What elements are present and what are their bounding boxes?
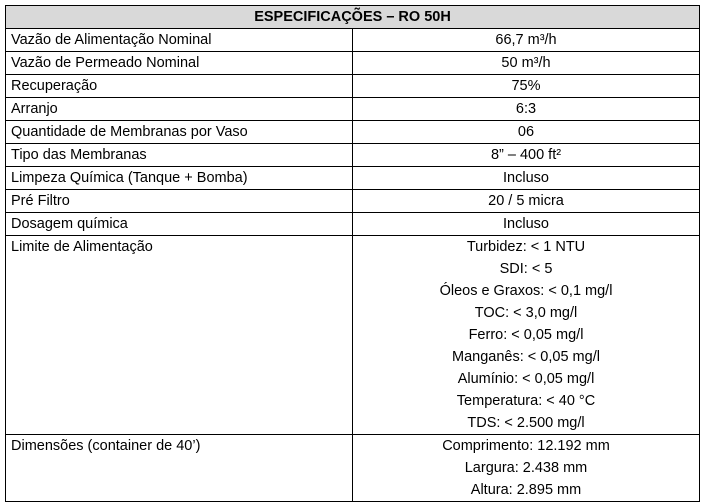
spec-value-cell (353, 52, 700, 75)
spec-value: 75% (511, 78, 541, 94)
spec-value: Temperatura: < 40 °C (456, 393, 596, 409)
spec-label: Dosagem química (6, 213, 353, 236)
table-row (6, 121, 700, 144)
table-row (6, 52, 700, 75)
table-title: ESPECIFICAÇÕES – RO 50H (6, 6, 700, 29)
spec-label: Pré Filtro (6, 190, 353, 213)
spec-value-cell (353, 75, 700, 98)
specifications-table (5, 5, 700, 502)
spec-value: 66,7 m³/h (495, 32, 557, 48)
spec-value: Incluso (503, 170, 549, 186)
spec-value: Óleos e Graxos: < 0,1 mg/l (439, 283, 613, 299)
spec-label: Recuperação (6, 75, 353, 98)
spec-value-cell (353, 213, 700, 236)
spec-value-cell (353, 144, 700, 167)
spec-value-cell (353, 29, 700, 52)
spec-value-cell (353, 121, 700, 144)
spec-value: 8” – 400 ft² (490, 147, 562, 163)
spec-value-cell (353, 167, 700, 190)
spec-value-cell (353, 98, 700, 121)
spec-value: TDS: < 2.500 mg/l (467, 415, 585, 431)
spec-value: TOC: < 3,0 mg/l (474, 305, 578, 321)
spec-value: Ferro: < 0,05 mg/l (468, 327, 584, 343)
table-row (6, 75, 700, 98)
table-title-row (6, 6, 700, 29)
table-row (6, 236, 700, 435)
spec-label: Quantidade de Membranas por Vaso (6, 121, 353, 144)
spec-value: Altura: 2.895 mm (470, 482, 582, 498)
spec-value: Incluso (503, 216, 549, 232)
spec-value: 20 / 5 micra (488, 193, 564, 209)
table-row (6, 144, 700, 167)
table-row (6, 435, 700, 502)
table-row (6, 167, 700, 190)
table-row (6, 29, 700, 52)
spec-label: Dimensões (container de 40’) (6, 435, 353, 502)
spec-label: Limite de Alimentação (6, 236, 353, 435)
spec-label: Vazão de Alimentação Nominal (6, 29, 353, 52)
spec-label: Tipo das Membranas (6, 144, 353, 167)
spec-label: Arranjo (6, 98, 353, 121)
spec-value: Turbidez: < 1 NTU (466, 239, 586, 255)
spec-value: 6:3 (515, 101, 537, 117)
spec-value: Comprimento: 12.192 mm (442, 438, 610, 454)
spec-value: Manganês: < 0,05 mg/l (452, 349, 600, 365)
table-row (6, 98, 700, 121)
table-row (6, 213, 700, 236)
spec-value: SDI: < 5 (499, 261, 553, 277)
spec-value: Largura: 2.438 mm (464, 460, 588, 476)
spec-value-cell (353, 236, 700, 435)
spec-value-cell (353, 435, 700, 502)
spec-value: 50 m³/h (501, 55, 551, 71)
spec-value: Alumínio: < 0,05 mg/l (457, 371, 595, 387)
spec-label: Limpeza Química (Tanque + Bomba) (6, 167, 353, 190)
table-row (6, 190, 700, 213)
spec-label: Vazão de Permeado Nominal (6, 52, 353, 75)
spec-value: 06 (517, 124, 535, 140)
table-body (6, 29, 700, 502)
spec-value-cell (353, 190, 700, 213)
